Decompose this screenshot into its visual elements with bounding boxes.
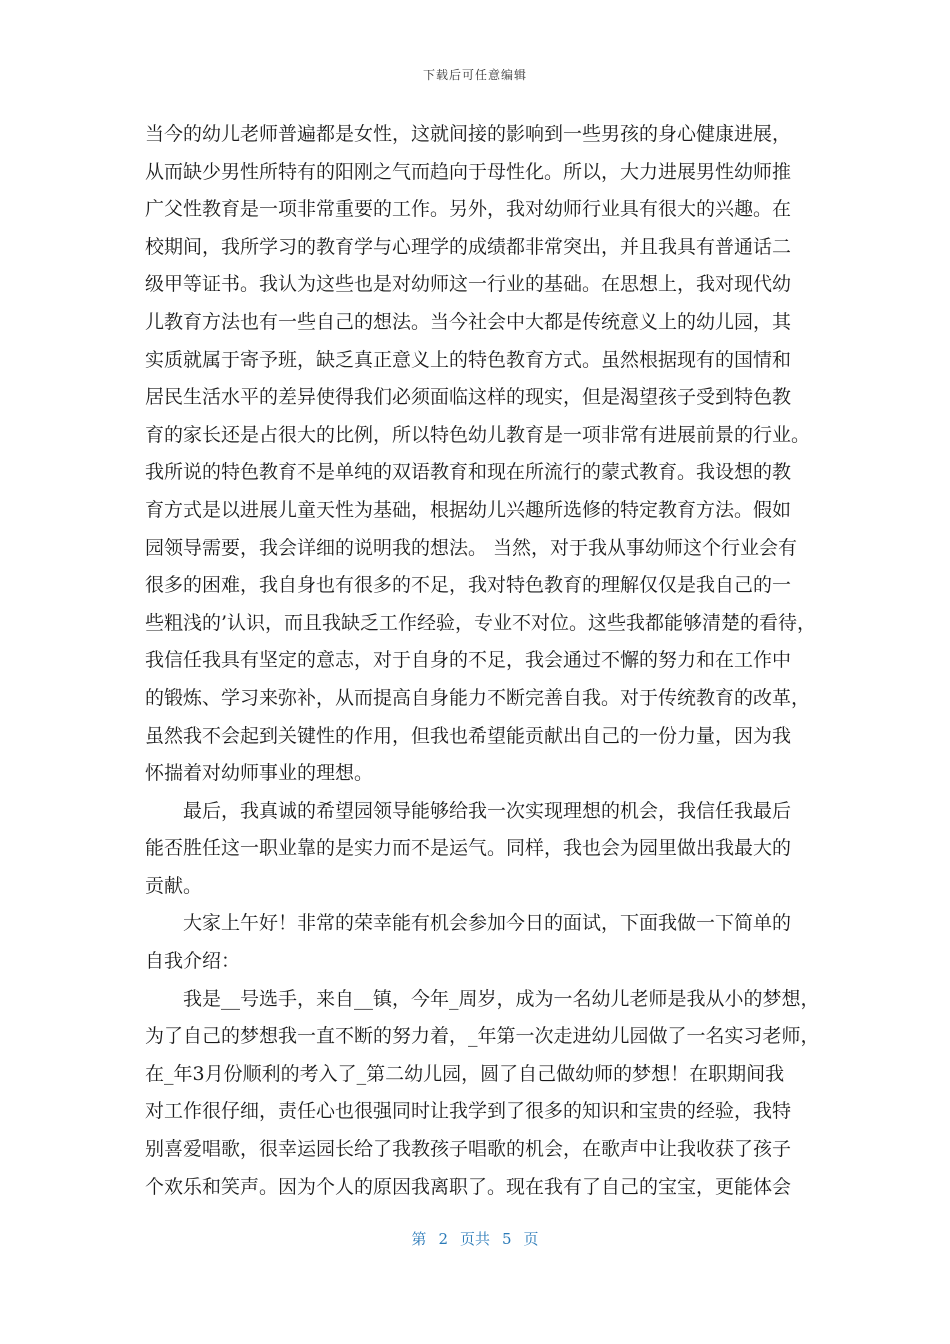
text-line: 级甲等证书。我认为这些也是对幼师这一行业的基础。在思想上，我对现代幼 [145,273,792,296]
text-line: 我所说的特色教育不是单纯的双语教育和现在所流行的蒙式教育。我设想的教 [145,461,792,484]
paragraph-4 [145,981,820,1207]
footer-label-page: 第 [411,1230,427,1248]
text-line: 为了自己的梦想我一直不断的努力着，_年第一次走进幼儿园做了一名实习老师， [145,1025,820,1048]
page-number-footer [0,1228,950,1249]
text-line: 自我介绍： [145,950,241,973]
text-line: 怀揣着对幼师事业的理想。 [145,762,374,785]
text-line: 能否胜任这一职业靠的是实力而不是运气。同样，我也会为园里做出我最大的 [145,837,792,860]
text-line: 对工作很仔细，责任心也很强同时让我学到了很多的知识和宝贵的经验，我特 [145,1100,792,1123]
paragraph-3 [145,905,813,980]
text-line: 别喜爱唱歌，很幸运园长给了我教孩子唱歌的机会，在歌声中让我收获了孩子 [145,1138,792,1161]
footer-current-page: 2 [438,1230,448,1248]
paragraph-2 [145,793,813,906]
text-line: 个欢乐和笑声。因为个人的原因我离职了。现在我有了自己的宝宝，更能体会 [145,1175,792,1198]
document-body [145,116,820,1206]
text-line: 园领导需要，我会详细的说明我的想法。 当然，对于我从事幼师这个行业会有 [145,536,798,559]
footer-label-end: 页 [523,1230,539,1248]
text-line: 最后，我真诚的希望园领导能够给我一次实现理想的机会，我信任我最后 [183,799,792,822]
text-line: 我信任我具有坚定的意志，对于自身的不足，我会通过不懈的努力和在工作中 [145,649,792,672]
text-line: 我是__号选手，来自__镇，今年_周岁，成为一名幼儿老师是我从小的梦想， [183,987,820,1010]
text-line: 些粗浅的’认识，而且我缺乏工作经验，专业不对位。这些我都能够清楚的看待， [145,611,817,634]
text-line: 儿教育方法也有一些自己的想法。当今社会中大都是传统意义上的幼儿园，其 [145,310,792,333]
footer-label-of: 页共 [459,1230,490,1248]
text-line: 从而缺少男性所特有的阳刚之气而趋向于母性化。所以，大力进展男性幼师推 [145,160,792,183]
text-line: 很多的困难，我自身也有很多的不足，我对特色教育的理解仅仅是我自己的一 [145,574,792,597]
footer-total-pages: 5 [502,1230,512,1248]
text-line: 广父性教育是一项非常重要的工作。另外，我对幼师行业具有很大的兴趣。在 [145,198,792,221]
text-line: 实质就属于寄予班，缺乏真正意义上的特色教育方式。虽然根据现有的国情和 [145,348,792,371]
text-line: 当今的幼儿老师普遍都是女性，这就间接的影响到一些男孩的身心健康进展， [145,123,792,145]
text-line: 校期间，我所学习的教育学与心理学的成绩都非常突出，并且我具有普通话二 [145,235,792,258]
text-line: 的锻炼、学习来弥补，从而提高自身能力不断完善自我。对于传统教育的改革， [145,686,811,709]
text-line: 大家上午好！非常的荣幸能有机会参加今日的面试，下面我做一下简单的 [183,912,792,935]
text-line: 贡献。 [145,874,203,897]
page-header-note: 下载后可任意编辑 [422,68,527,82]
text-line: 在_年3月份顺利的考入了_第二幼儿园，圆了自己做幼师的梦想！在职期间我 [145,1062,785,1085]
text-line: 居民生活水平的差异使得我们必须面临这样的现实，但是渴望孩子受到特色教 [145,386,792,409]
text-line: 育方式是以进展儿童天性为基础，根据幼儿兴趣所选修的特定教育方法。假如 [145,498,792,521]
paragraph-1 [145,116,817,793]
text-line: 育的家长还是占很大的比例，所以特色幼儿教育是一项非常有进展前景的行业。 [145,423,811,446]
text-line: 虽然我不会起到关键性的作用，但我也希望能贡献出自己的一份力量，因为我 [145,724,792,747]
